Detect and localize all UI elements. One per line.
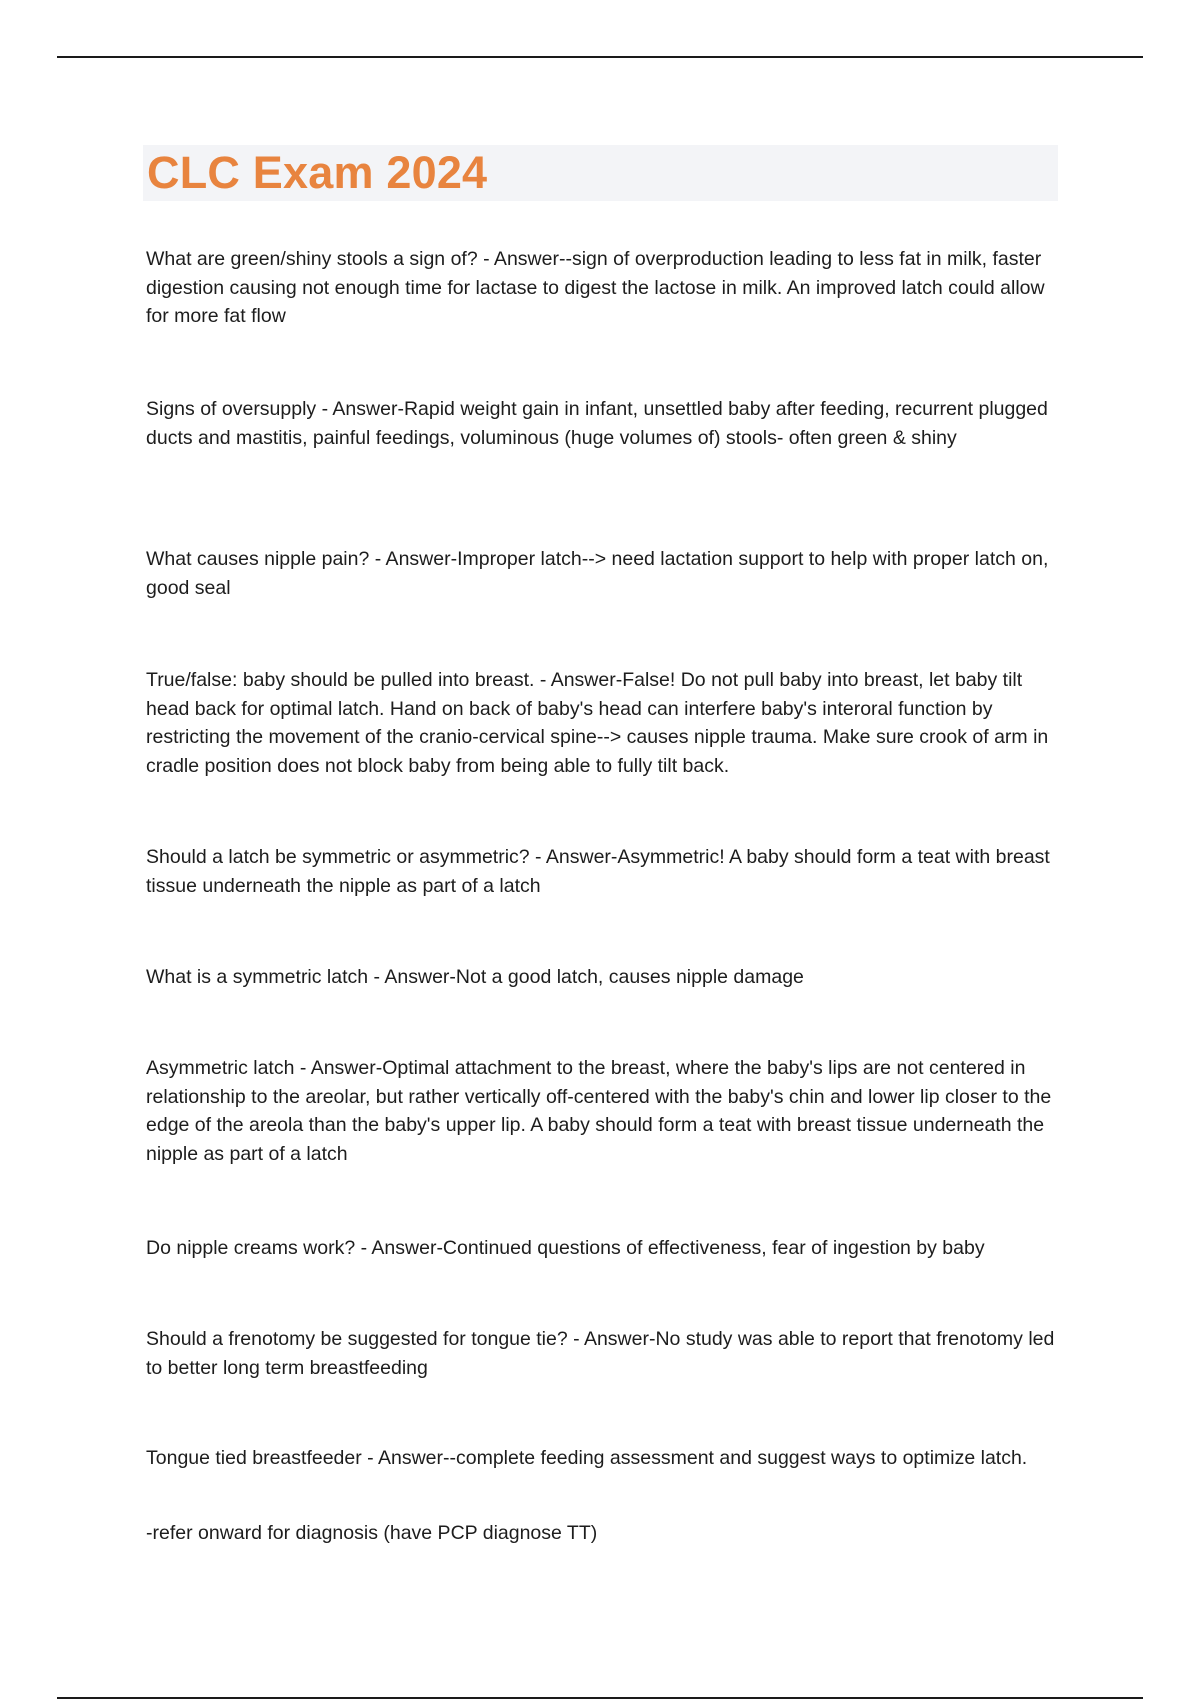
qa-entry-frenotomy: Should a frenotomy be suggested for tongue tie? - Answer-No study was able to report that frenotomy led to better long term breastfeeding: [146, 1328, 1055, 1379]
document-title: CLC Exam 2024: [147, 147, 488, 198]
top-rule: [57, 56, 1143, 58]
qa-entry-oversupply: Signs of oversupply - Answer-Rapid weight gain in infant, unsettled baby after feeding, recurrent plugged ducts and mastitis, painful feedings, voluminous (huge volumes of) stools- often green & shiny: [146, 398, 1048, 449]
qa-entry-nipple-creams: Do nipple creams work? - Answer-Continued questions of effectiveness, fear of ingestion by baby: [146, 1237, 985, 1259]
bottom-rule: [57, 1697, 1143, 1699]
qa-entry-green-stools: What are green/shiny stools a sign of? - Answer--sign of overproduction leading to less fat in milk, faster digestion causing not enough time for lactase to digest the lactose in milk. An improved latch could allow for more fat flow: [146, 248, 1045, 327]
qa-entry-symmetric-latch: What is a symmetric latch - Answer-Not a good latch, causes nipple damage: [146, 966, 804, 988]
qa-entry-refer-onward: -refer onward for diagnosis (have PCP diagnose TT): [146, 1522, 598, 1544]
qa-entry-pulled-into-breast: True/false: baby should be pulled into breast. - Answer-False! Do not pull baby into breast, let baby tilt head back for optimal latch. Hand on back of baby's head can interfere baby's interoral function by restricting the movement of the cranio-cervical spine--> causes nipple trauma. Make sure crook of arm in cradle position does not block baby from being able to fully tilt back.: [146, 669, 1049, 777]
qa-entry-asymmetric-latch: Asymmetric latch - Answer-Optimal attachment to the breast, where the baby's lips are not centered in relationship to the areolar, but rather vertically off-centered with the baby's chin and lower lip closer to the edge of the areola than the baby's upper lip. A baby should form a teat with breast tissue underneath the nipple as part of a latch: [146, 1057, 1052, 1165]
qa-entry-nipple-pain: What causes nipple pain? - Answer-Improper latch--> need lactation support to help with proper latch on, good seal: [146, 548, 1049, 599]
qa-entry-tongue-tied: Tongue tied breastfeeder - Answer--complete feeding assessment and suggest ways to optimize latch.: [146, 1447, 1028, 1469]
qa-entry-latch-symmetry: Should a latch be symmetric or asymmetric? - Answer-Asymmetric! A baby should form a teat with breast tissue underneath the nipple as part of a latch: [146, 846, 1050, 897]
